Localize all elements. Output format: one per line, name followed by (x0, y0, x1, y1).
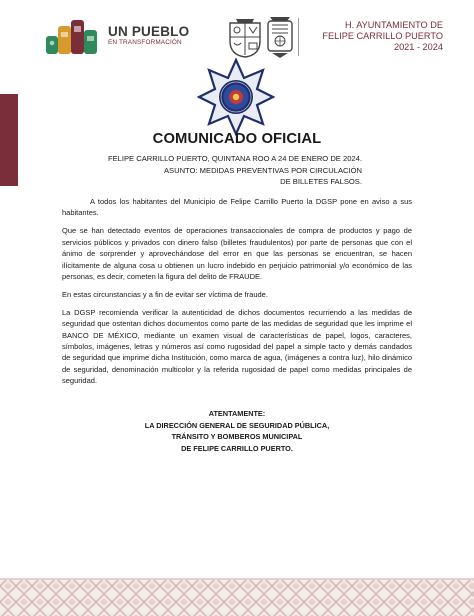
subject-line-2: DE BILLETES FALSOS. (280, 177, 362, 186)
paragraph-4: La DGSP recomienda verificar la autenticidad de dichos documentos recurriendo a las medidas de seguridad que ostentan dichos documentos como parte de las medidas de seguridad que les imprime el BANCO DE MÉXICO, mediante un examen visual de características de papel, logos, caracteres, símbolos, imágenes, letras y números así como rugosidad del papel a simple tacto y demás candados de seguridad que imprime dicha Institución, como marca de agua, (imágenes a contra luz), hilo dinámico de seguridad, denominación multicolor y la referida rugosidad de papel como medidas principales de seguridad. (62, 307, 412, 386)
police-star-badge-icon (197, 58, 275, 136)
document-body (62, 196, 412, 393)
gov-line-1: H. AYUNTAMIENTO DE (344, 20, 443, 30)
mayan-pattern-border (0, 578, 474, 616)
brand-subtitle: EN TRANSFORMACIÓN (108, 39, 182, 46)
closing-salutation: ATENTAMENTE: (208, 409, 266, 418)
paragraph-2: Que se han detectado eventos de operaciones transaccionales de compra de productos y pago de servicios públicos y privados con dinero falso (billetes fraudulentos) por parte de personas que con el ánimo de sorprender y aprovechándose del error en que las personas se encuentran, se hacen ilícitamente de alguna cosa u obtienen un lucro indebido en perjuicio patrimonial y/o económico de las personas, es decir, cometen la figura del delito de FRAUDE. (62, 226, 412, 281)
closing-line-1: LA DIRECCIÓN GENERAL DE SEGURIDAD PÚBLICA, (144, 420, 330, 430)
subject-line-1: ASUNTO: MEDIDAS PREVENTIVAS POR CIRCULACIÓN (163, 165, 362, 175)
gov-line-3: 2021 - 2024 (393, 42, 443, 52)
place-date: FELIPE CARRILLO PUERTO, QUINTANA ROO A 24 DE ENERO DE 2024. (107, 154, 362, 163)
paragraph-1: A todos los habitantes del Municipio de Felipe Carrillo Puerto la DGSP pone en aviso a sus habitantes. (62, 197, 412, 218)
paragraph-3: En estas circunstancias y a fin de evitar ser víctima de fraude. (62, 289, 268, 299)
signature-block (0, 408, 474, 454)
brand-title: UN PUEBLO (108, 24, 190, 39)
gov-line-2: FELIPE CARRILLO PUERTO (322, 31, 443, 41)
government-title (303, 20, 443, 53)
document-meta (108, 153, 362, 188)
coat-of-arms-icon (226, 17, 264, 59)
brand-text (108, 25, 189, 47)
document-title: COMUNICADO OFICIAL (152, 131, 322, 147)
header-divider (298, 18, 299, 56)
un-pueblo-logo-icon (44, 16, 104, 56)
municipal-seal-icon (264, 15, 296, 59)
closing-line-3: DE FELIPE CARRILLO PUERTO. (181, 443, 293, 453)
closing-line-2: TRÁNSITO Y BOMBEROS MUNICIPAL (171, 432, 303, 442)
